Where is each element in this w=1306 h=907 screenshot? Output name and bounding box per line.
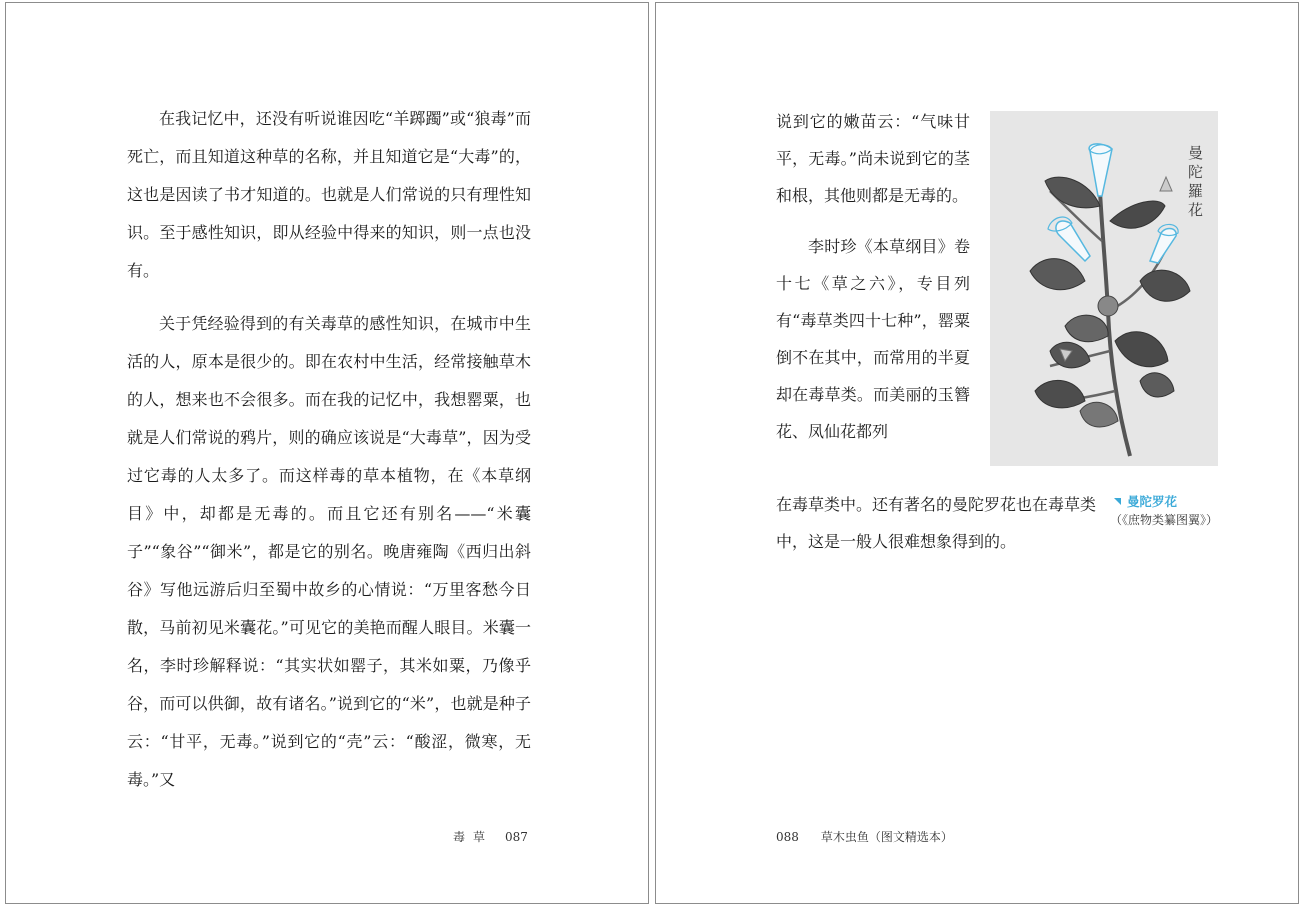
right-page-column-text	[776, 103, 970, 450]
paragraph: 说到它的嫩苗云：“气味甘平，无毒。”尚未说到它的茎和根，其他则都是无毒的。	[776, 112, 970, 205]
page-number: 088	[776, 830, 799, 844]
page-footer	[776, 828, 953, 845]
paragraph: 李时珍《本草纲目》卷十七《草之六》，专目列有“毒草类四十七种”，罂粟倒不在其中，而常用的半夏却在毒草类。而美丽的玉簪花、凤仙花都列	[776, 237, 970, 441]
caption-title	[1110, 493, 1230, 511]
datura-illustration	[990, 111, 1218, 466]
right-page	[655, 2, 1299, 904]
page-footer	[453, 828, 528, 845]
paragraph: 关于凭经验得到的有关毒草的感性知识，在城市中生活的人，原本是很少的。即在农村中生活，经常接触草木的人，想来也不会很多。而在我的记忆中，我想罂粟，也就是人们常说的鸦片，则的确应该说是“大毒草”，因为受过它毒的人太多了。而这样毒的草本植物，在《本草纲目》中，却都是无毒的。而且它还有别名——“米囊子”“象谷”“御米”，都是它的别名。晚唐雍陶《西归出斜谷》写他远游后归至蜀中故乡的心情说：“万里客愁今日散，马前初见米囊花。”可见它的美艳而醒人眼目。米囊一名，李时珍解释说：“其实状如罂子，其米如粟，乃像乎谷，而可以供御，故有诸名。”说到它的“米”，也就是种子云：“甘平，无毒。”说到它的“壳”云：“酸涩，微寒，无毒。”又	[127, 314, 531, 789]
figure-caption	[1110, 493, 1230, 529]
figure-vertical-title: 曼陀羅花	[1186, 145, 1204, 221]
left-page-body	[127, 100, 531, 799]
left-page	[5, 2, 649, 904]
caption-marker-icon	[1114, 498, 1121, 505]
book-title: 草木虫鱼（图文精选本）	[820, 830, 953, 844]
datura-drawing	[990, 111, 1218, 466]
right-page-full-text	[776, 486, 1096, 560]
paragraph: 在我记忆中，还没有听说谁因吃“羊踯躅”或“狼毒”而死亡，而且知道这种草的名称，并且知道它是“大毒”的，这也是因读了书才知道的。也就是人们常说的只有理性知识。至于感性知识，即从经验中得来的知识，则一点也没有。	[127, 109, 531, 280]
paragraph: 在毒草类中。还有著名的曼陀罗花也在毒草类中，这是一般人很难想象得到的。	[776, 495, 1097, 551]
section-title: 毒草	[453, 830, 494, 844]
caption-title-text: 曼陀罗花	[1127, 494, 1178, 509]
page-number: 087	[505, 830, 528, 844]
caption-source: （《庶物类纂图翼》）	[1110, 513, 1219, 527]
